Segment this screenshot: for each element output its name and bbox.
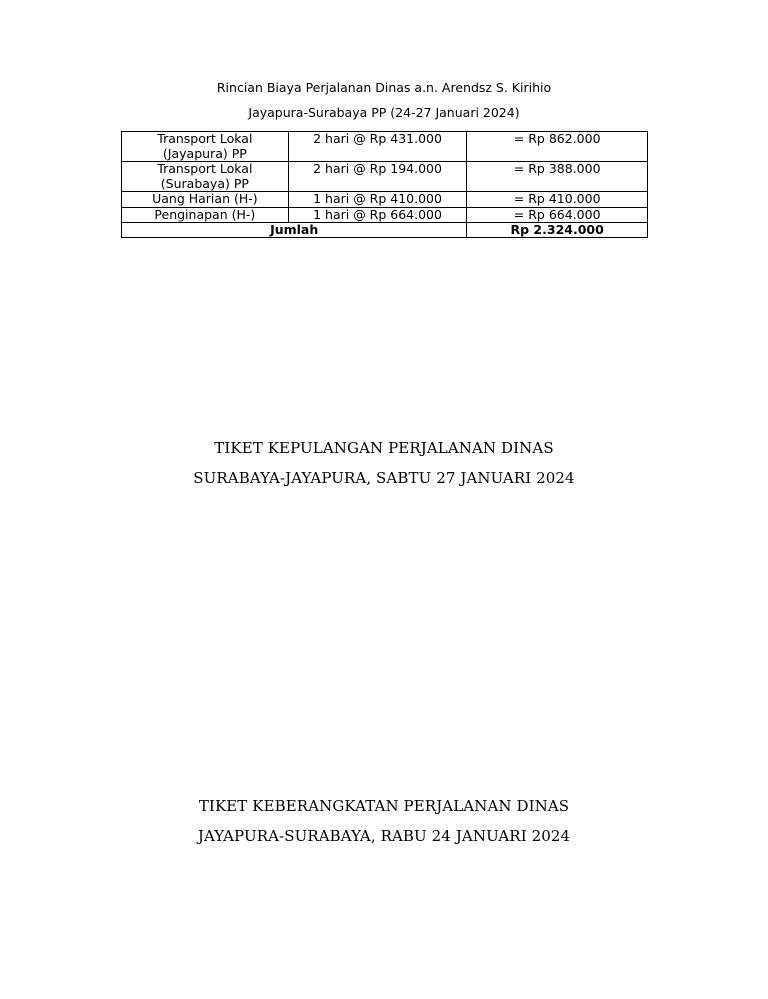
table-row: [122, 192, 648, 208]
total-amount: Rp 2.324.000: [467, 223, 648, 238]
item-cell: Transport Lokal (Surabaya) PP: [122, 162, 289, 192]
table-total-row: [122, 223, 648, 238]
item-cell: Penginapan (H-): [122, 207, 289, 223]
cost-breakdown-table: [121, 131, 648, 238]
detail-cell: 2 hari @ Rp 194.000: [288, 162, 467, 192]
document-title: Rincian Biaya Perjalanan Dinas a.n. Arendsz S. Kirihio: [216, 80, 552, 95]
detail-cell: 2 hari @ Rp 431.000: [288, 132, 467, 162]
detail-cell: 1 hari @ Rp 410.000: [288, 192, 467, 208]
amount-cell: = Rp 410.000: [467, 192, 648, 208]
amount-cell: = Rp 862.000: [467, 132, 648, 162]
item-cell: Transport Lokal (Jayapura) PP: [122, 132, 289, 162]
total-label: Jumlah: [122, 223, 467, 238]
amount-cell: = Rp 664.000: [467, 207, 648, 223]
document-subtitle: Jayapura-Surabaya PP (24-27 Januari 2024): [248, 105, 520, 120]
return-ticket-title: TIKET KEPULANGAN PERJALANAN DINAS: [214, 439, 554, 457]
departure-ticket-route: JAYAPURA-SURABAYA, RABU 24 JANUARI 2024: [197, 827, 571, 845]
item-cell: Uang Harian (H-): [122, 192, 289, 208]
detail-cell: 1 hari @ Rp 664.000: [288, 207, 467, 223]
departure-ticket-title: TIKET KEBERANGKATAN PERJALANAN DINAS: [198, 797, 570, 815]
amount-cell: = Rp 388.000: [467, 162, 648, 192]
table-row: [122, 162, 648, 192]
table-row: [122, 207, 648, 223]
return-ticket-route: SURABAYA-JAYAPURA, SABTU 27 JANUARI 2024: [193, 469, 575, 487]
table-row: [122, 132, 648, 162]
